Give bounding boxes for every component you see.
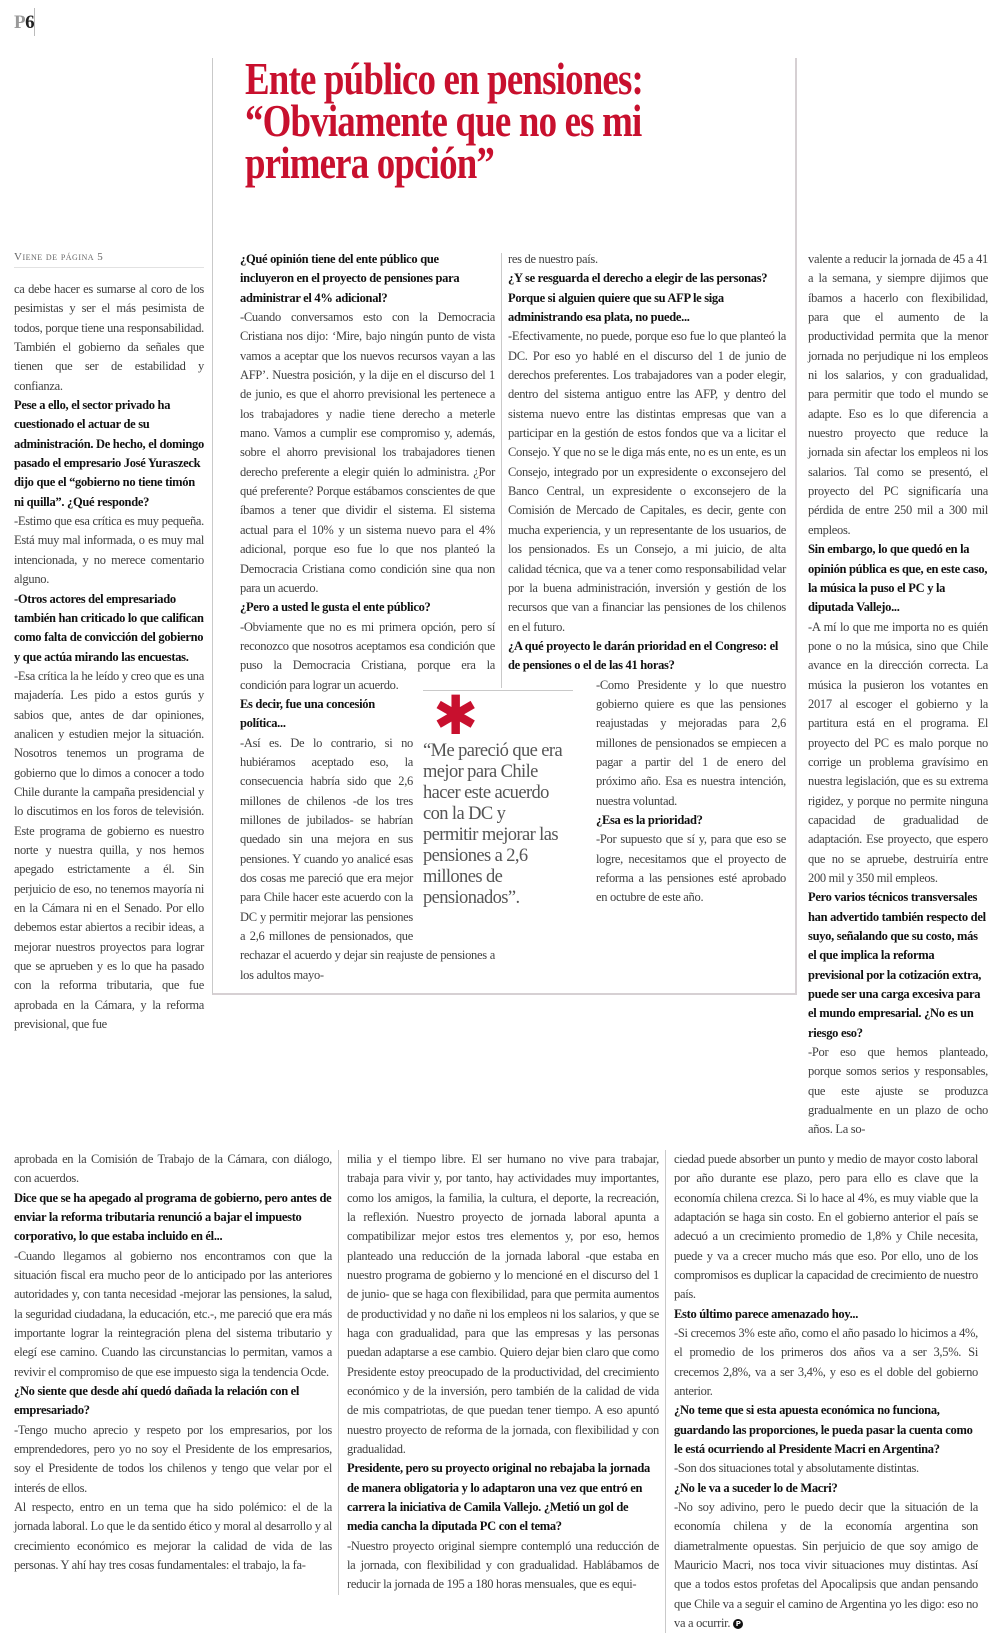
asterisk-icon: ✱ — [433, 684, 478, 747]
interview-answer — [508, 327, 786, 637]
column-divider — [501, 253, 502, 688]
interview-question — [14, 590, 204, 667]
interview-question — [674, 1305, 978, 1324]
article-column-4 — [808, 250, 988, 1140]
interview-answer — [14, 1498, 332, 1575]
interview-answer — [508, 250, 786, 269]
paragraph-text: ¿Pero a usted le gusta el ente público? — [240, 600, 431, 615]
paragraph-text: ¿Y se resguarda el derecho a elegir de las personas? Porque si alguien quiere que su AFP le siga administrando esa plata, no puede... — [508, 271, 768, 325]
interview-question — [674, 1479, 978, 1498]
interview-answer — [808, 618, 988, 889]
paragraph-text: -Otros actores del empresariado también han criticado lo que califican como falta de convicción del gobierno y que actúa mirando las encuestas. — [14, 591, 204, 664]
interview-question — [14, 1382, 332, 1421]
article-bottom-column-1 — [14, 1150, 332, 1576]
interview-question — [508, 269, 786, 327]
interview-answer — [14, 1421, 332, 1498]
paragraph-text: ca debe hacer es sumarse al coro de los pesimistas y ser el más pesimista de todos, porque tiene una responsabilidad. También el gobierno da señales que tienen que ser de estabilidad y confianza. — [14, 282, 204, 393]
interview-answer — [674, 1498, 978, 1633]
paragraph-text: -Nuestro proyecto original siempre contempló una reducción de la jornada, con flexibilidad y con gradualidad. Hablábamos de reducir la jornada de 195 a 180 horas mensuales, que es equi- — [347, 1538, 659, 1592]
page-header — [0, 0, 1000, 250]
interview-answer — [808, 250, 988, 540]
paragraph-text: -Cuando conversamos esto con la Democracia Cristiana nos dijo: ‘Mire, bajo ningún punto de vista vamos a aceptar que los nuevos recursos vayan a las AFP’. Nuestra posición, y la dije en el discurso del 1 de junio, es que el ahorro previsional les pertenece a los trabajadores y nadie tiene derecho a meterle mano. Vamos a cumplir ese compromiso y, además, sobre el ahorro previsional los trabajadores tienen derecho preferente a elegir quién lo administra. ¿Por qué preferente? Porque estábamos conscientes de que íbamos a tener que dividir el sistema. El sistema actual para el 10% y un sistema nuevo para el 4% adicional, porque eso fue lo que nos planteó la Democracia Cristiana como condición sine qua non para un acuerdo. — [240, 310, 495, 595]
paragraph-text: milia y el tiempo libre. El ser humano no vive para trabajar, trabaja para vivir y, por tanto, hay actividades muy importantes, como los amigos, la familia, la cultura, el deporte, la recreación, la reflexión. Nuestro proyecto de jornada laboral apunta a compatibilizar mejor estos tres elementos y, por eso, hemos planteado una reducción de la jornada laboral -que estaba en nuestro programa de gobierno y lo mencioné en el discurso del 1 de junio- que se haga con flexibilidad, para que permita aumentos de productividad y no dañe ni los empleos ni los salarios, y que se haga con gradualidad, para que las empresas y las personas puedan adaptarse a ese cambio. Quiero dejar bien claro que como Presidente estoy preocupado de la productividad, del crecimiento económico y de la inversión, pero también de la calidad de vida de mis compatriotas, de que puedan tener tiempo. A eso apuntó nuestro proyecto de reforma de la jornada, con flexibilidad y con gradualidad. — [347, 1151, 659, 1456]
lower-columns — [0, 1150, 1000, 1643]
pull-quote: “Me pareció que era mejor para Chile hacer este acuerdo con la DC y permitir mejorar las pensiones a 2,6 millones de pensionados”. — [423, 741, 563, 908]
interview-answer — [14, 512, 204, 589]
paragraph-text: ¿No siente que desde ahí quedó dañada la relación con el empresariado? — [14, 1383, 300, 1418]
upper-columns — [0, 250, 1000, 1140]
paragraph-text: -Como Presidente y lo que nuestro gobierno quiere es que las pensiones reajustadas y mejoradas para 2,6 millones de pensionados se empiecen a pagar a partir del 1 de enero del próximo año. Esa es nuestra intención, nuestra voluntad. — [596, 677, 786, 808]
paragraph-text: ¿Qué opinión tiene del ente público que incluyeron en el proyecto de pensiones para administrar el 4% adicional? — [240, 252, 460, 305]
paragraph-text: Pero varios técnicos transversales han advertido también respecto del suyo, señalando que su costo, más el que implica la reforma previsional por la cotización extra, puede ser una carga excesiva para el mundo empresarial. ¿No es un riesgo eso? — [808, 890, 986, 1040]
spacer — [508, 686, 596, 941]
paragraph-text: -Tengo mucho aprecio y respeto por los empresarios, por los emprendedores, pero yo no soy el Presidente de los empresarios, soy el Presidente de todos los chilenos y tengo que velar por el interés de ellos. — [14, 1422, 332, 1495]
paragraph-text: Sin embargo, lo que quedó en la opinión pública es que, en este caso, la música la puso el PC y la diputada Vallejo... — [808, 542, 988, 615]
paragraph-text: Al respecto, entro en un tema que ha sido polémico: el de la jornada laboral. Lo que le da sentido ético y moral al desarrollo y al crecimiento económico es mejorar la calidad de vida de las personas. Y ahí hay tres cosas fundamentales: el trabajo, la fa- — [14, 1500, 332, 1573]
interview-answer — [674, 1150, 978, 1305]
paragraph-text: -A mí lo que me importa no es quién pone o no la música, sino que Chile avance en la dirección correcta. La música la pusieron los votantes en 2017 al escoger el gobierno y la partitura está en el programa. El proyecto del PC es malo porque no corrige un problema gravísimo en nuestra legislación, que es su extrema rigidez, y porque no permite ninguna capacidad de gradualidad de adaptación. Ese proyecto, que espero que no se apruebe, destruiría entre 200 mil y 350 mil empleos. — [808, 619, 988, 885]
interview-answer — [14, 1150, 332, 1189]
paragraph-text: ¿Esa es la prioridad? — [596, 812, 703, 827]
paragraph-text: Esto último parece amenazado hoy... — [674, 1306, 859, 1321]
interview-question — [14, 1189, 332, 1247]
interview-answer — [674, 1459, 978, 1478]
paragraph-text: ¿No teme que si esta apuesta económica no funciona, guardando las proporciones, le pueda pasar la cuenta como le está ocurriendo al Presidente Macri en Argentina? — [674, 1403, 973, 1456]
paragraph-text: -Así es. De lo contrario, si no hubiéramos aceptado eso, la consecuencia habría sido que 2,6 millones de chilenos -de los tres millones de jubilados- se habrían quedado sin una mejora en sus pensiones. Y cuando yo analicé esas dos cosas me pareció que era mejor para Chile hacer este acuerdo con la DC y permitir mejorar las pensiones a 2,6 millones de pensionados, que rechazar el acuerdo y dejar sin reajuste de pensiones a los adultos mayo- — [240, 735, 495, 982]
divider — [34, 8, 35, 36]
paragraph-text: -Esa crítica la he leído y creo que es una majadería. Les pido a estos gurús y sabios que, antes de dar opiniones, analicen y estudien mejor la situación. Nosotros tenemos un programa de gobierno que lo dimos a conocer a todo Chile durante la campaña presidencial y lo discutimos en los foros de televisión. Este programa de gobierno es nuestro norte y nuestra quilla, y nos hemos apegado estrictamente a él. Sin perjuicio de eso, no tenemos mayoría ni en la Cámara ni en el Senado. Por ello debemos estar abiertos a recibir ideas, a mejorar nuestros proyectos para lograr que se aprueben y es lo que ha pasado con la reforma tributaria, que fue aprobada en la Cámara, y la reforma previsional, que fue — [14, 668, 204, 1032]
paragraph-text: -Son dos situaciones total y absolutamente distintas. — [674, 1461, 919, 1476]
interview-answer — [674, 1324, 978, 1401]
continued-from-label: Viene de página 5 — [14, 250, 204, 268]
paragraph-text: ¿A qué proyecto le darán prioridad en el Congreso: el de pensiones o el de las 41 horas? — [508, 638, 779, 673]
paragraph-text: res de nuestro país. — [508, 252, 598, 266]
paragraph-text: valente a reducir la jornada de 45 a 41 a la semana, y siempre dijimos que íbamos a hacerlo con flexibilidad, para que el aumento de la productividad permita que la menor jornada no perjudique ni los empleos ni los salarios, y con gradualidad, para permitir que todo el mundo se adapte. Eso es lo que diferencia a nuestro proyecto que reduce la jornada sin afectar los empleos ni los salarios. Tal como se presentó, el proyecto del PC significaría una pérdida de entre 250 mil a 300 mil empleos. — [808, 252, 988, 537]
interview-answer — [240, 308, 495, 598]
interview-answer — [347, 1537, 659, 1595]
interview-question — [808, 540, 988, 617]
paragraph-text: -Estimo que esa crítica es muy pequeña. Está muy mal informada, o es muy mal intencionada, y no merece comentario alguno. — [14, 514, 204, 587]
paragraph-text: -Cuando llegamos al gobierno nos encontramos con que la situación fiscal era mucho peor de lo anticipado por las anteriores autoridades y, con tanta necesidad -mejorar las pensiones, la salud, la seguridad ciudadana, la educación, etc.-, me pareció que era más importante lograr la reintegración plena del sistema tributario y elegí ese camino. Cuando las circunstancias lo permitan, vamos a revivir el compromiso de que ese impuesto siga la tendencia Ocde. — [14, 1248, 332, 1379]
paragraph-text: -No soy adivino, pero le puedo decir que la situación de la economía chilena y de la economía argentina son diametralmente opuestas. Sin perjuicio de que soy amigo de Mauricio Macri, nos toca vivir situaciones muy distintas. Así que a todos estos profetas del Apocalipsis que andan pensando que Chile va a seguir el camino de Argentina yo les digo: eso no va a ocurrir. — [674, 1500, 978, 1631]
interview-answer — [347, 1150, 659, 1460]
interview-question — [347, 1459, 659, 1536]
interview-question — [240, 250, 495, 308]
paragraph-text: -Obviamente que no es mi primera opción, pero sí reconozco que nosotros aceptamos esa condición que puso la Democracia Cristiana, porque era la condición para lograr un acuerdo. — [240, 619, 495, 692]
interview-answer — [808, 1043, 988, 1140]
article-bottom-column-3 — [665, 1150, 978, 1634]
page-number: P6 — [14, 12, 35, 33]
paragraph-text: -Por eso que hemos planteado, porque somos serios y responsables, que este ajuste se produzca gradualmente en un plazo de ocho años. La so- — [808, 1045, 988, 1137]
interview-answer — [14, 667, 204, 1035]
paragraph-text: -Efectivamente, no puede, porque eso fue lo que planteó la DC. Por eso yo hablé en el discurso del 1 de junio de derechos preferentes. Los trabajadores van a poder elegir, dentro del sistema antiguo entre las AFP, y dentro del sistema nuevo entre las distintas empresas que van a participar en la gestión de estos fondos que va a licitar el Consejo. Y que no se le diga más ente, no es un ente, es un Consejo, integrado por un expresidente o exconsejero del Banco Central, un expresidente o exconsejero de la Comisión de Mercado de Capitales, es decir, gente con mucha experiencia, y un representante de los usuarios, de los pensionados. Es un Consejo, a mi juicio, de alta calidad técnica, que va a tener como responsabilidad velar por la buena administración, inversión y gestión de los recursos que van a financiar las pensiones de los chilenos en el futuro. — [508, 329, 786, 634]
column-body — [14, 280, 204, 1034]
interview-question — [508, 637, 786, 676]
interview-question — [14, 396, 204, 512]
interview-question — [674, 1401, 978, 1459]
article-bottom-column-2 — [338, 1150, 659, 1595]
paragraph-text: ciedad puede absorber un punto y medio de mayor costo laboral por año durante ese plazo, pero para ello es clave que la economía chilena crezca. Si lo hace al 4%, es muy viable que la adaptación se haga sin costo. En el gobierno anterior el país se adecuó a un crecimiento promedio de 1,8% y Chile necesita, puede y va a crecer mucho más que eso. Por ello, uno de los compromisos es duplicar la capacidad de crecimiento de nuestro país. — [674, 1151, 978, 1302]
paragraph-text: Dice que se ha apegado al programa de gobierno, pero antes de enviar la reforma tributaria renunció a bajar el impuesto corporativo, lo que estaba incluido en él... — [14, 1190, 332, 1244]
interview-question — [808, 888, 988, 1043]
article-column-1 — [14, 250, 204, 1034]
paragraph-text: -Si crecemos 3% este año, como el año pasado lo hicimos a 4%, el promedio de los primeros dos años va a ser 3,5%. Si crecemos 2,8%, va a ser 3,4%, y eso es el doble del gobierno anterior. — [674, 1325, 978, 1398]
interview-answer — [14, 1247, 332, 1382]
paragraph-text: ¿No le va a suceder lo de Macri? — [674, 1480, 838, 1495]
end-mark-icon: P — [733, 1619, 743, 1629]
paragraph-text: Pese a ello, el sector privado ha cuestionado el actuar de su administración. De hecho, el domingo pasado el empresario José Yuraszeck dijo que el “gobierno no tiene timón ni quilla”. ¿Qué responde? — [14, 398, 204, 509]
paragraph-text: Es decir, fue una concesión política... — [240, 696, 375, 731]
interview-answer — [14, 280, 204, 396]
paragraph-text: aprobada en la Comisión de Trabajo de la Cámara, con diálogo, con acuerdos. — [14, 1151, 332, 1186]
pull-quote-slot — [413, 684, 563, 941]
headline: Ente público en pensiones: “Obviamente que no es mi primera opción” — [245, 54, 643, 188]
paragraph-text: -Por supuesto que sí y, para que eso se logre, necesitamos que el proyecto de reforma a las pensiones esté aprobado en octubre de este año. — [596, 832, 786, 905]
paragraph-text: Presidente, pero su proyecto original no rebajaba la jornada de manera obligatoria y lo adaptaron una vez que entró en carrera la iniciativa de Camila Vallejo. ¿Metió un gol de media cancha la diputada PC con el tema? — [347, 1461, 650, 1534]
interview-question — [240, 598, 495, 617]
article-column-3 — [508, 250, 786, 941]
